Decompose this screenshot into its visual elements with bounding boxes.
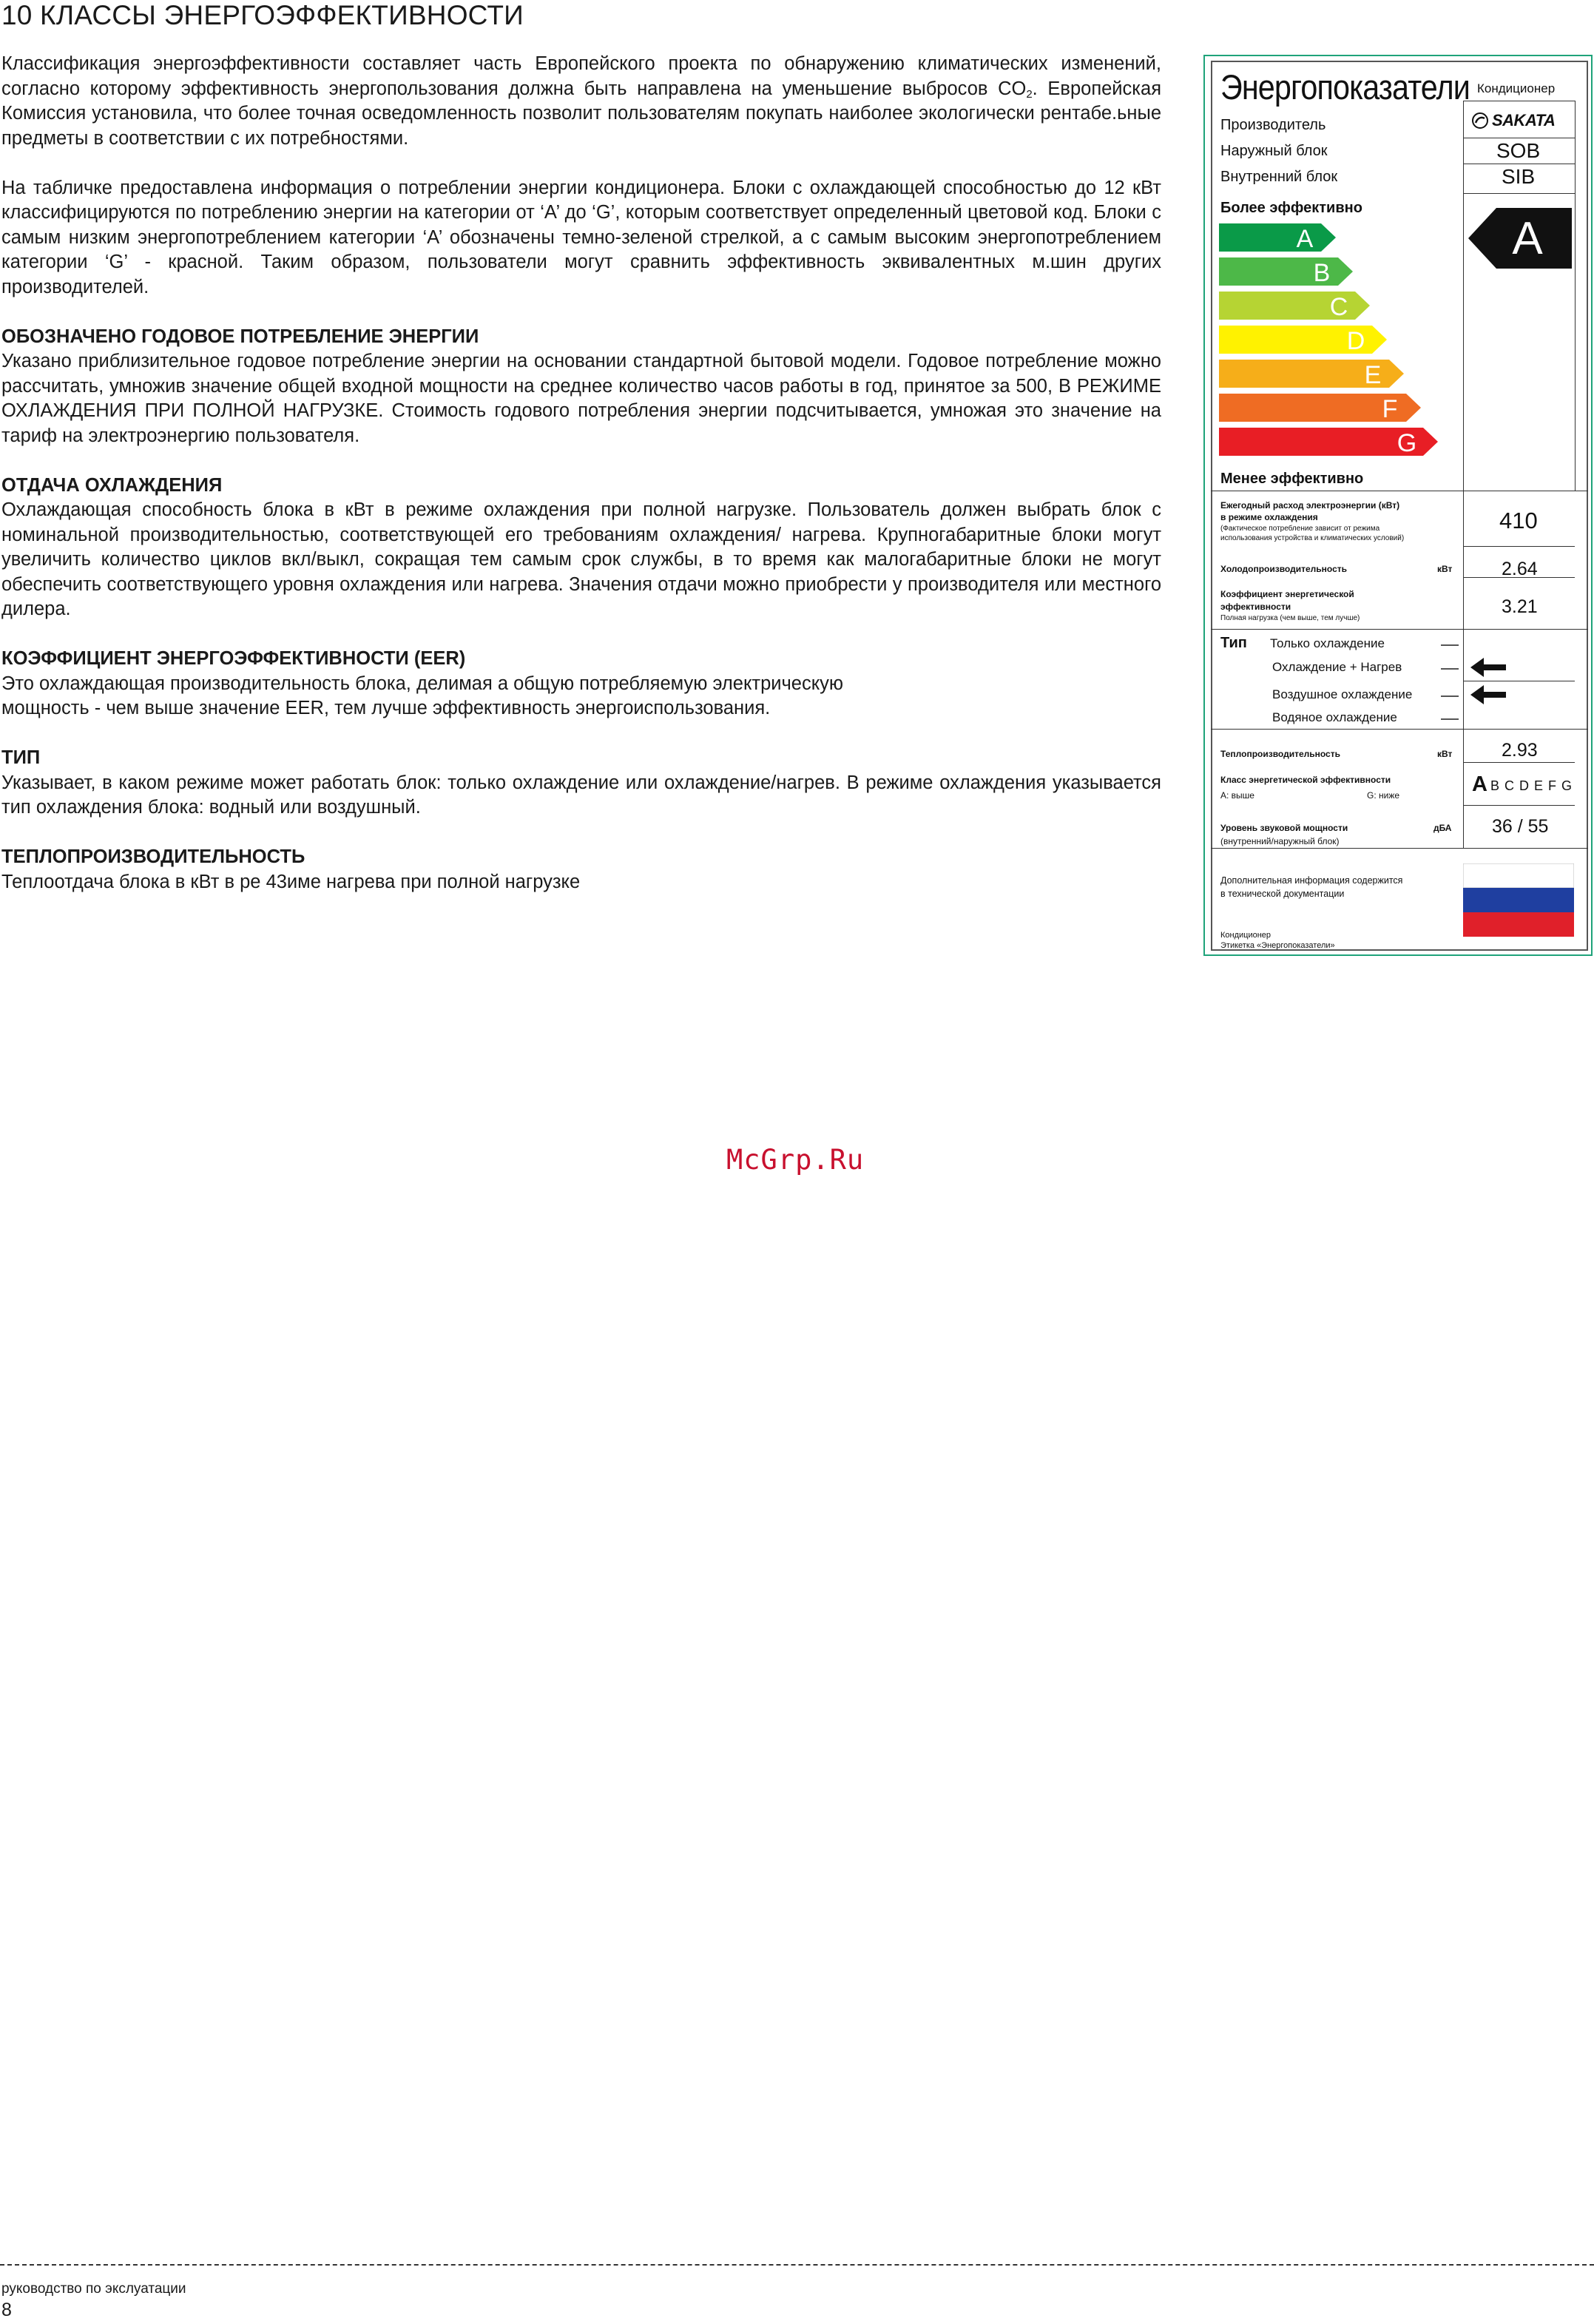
sakata-logo-text: SAKATA [1492,111,1556,129]
section-body-type: Указывает, в каком режиме может работать блок: только охлаждение или охлаждение/нагрев. В режиме охлаждения указывается тип охлаждения блока: водный или воздушный. [1,772,1161,818]
annual-note-line2: использования устройства и климатических условий) [1220,534,1405,542]
noise-value: 36 / 55 [1492,816,1549,837]
rating-arrow-icon [1468,208,1572,269]
label-footer-line2: Этикетка «Энергопоказатели» [1220,941,1335,950]
class-selected: A [1472,772,1487,796]
noise-unit: дБА [1433,823,1452,833]
efficiency-bar-letter: A [1296,225,1314,253]
sakata-logo-icon [1472,112,1488,129]
noise-note: (внутренний/наружный блок) [1220,836,1340,846]
annual-value: 410 [1499,508,1538,533]
section-heading-type: ТИП [1,747,41,768]
eer-label-line1: Коэффициент энергетической [1220,589,1354,599]
type-option-cooling-heating: Охлаждение + Нагрев [1272,660,1402,674]
efficiency-bar-b [1219,257,1353,287]
section-heading-eer: КОЭФФИЦИЕНТ ЭНЕРГОЭФФЕКТИВНОСТИ (EER) [1,648,466,669]
noise-label: Уровень звуковой мощности [1220,823,1348,833]
info-line1: Дополнительная информация содержится [1220,875,1403,886]
label-manufacturer-logo [1472,111,1568,130]
efficiency-bar-g [1219,428,1438,457]
type-air-arrow-icon [1470,685,1506,704]
main-text-column [1,52,1161,895]
label-footer-line1: Кондиционер [1220,931,1272,940]
efficiency-bar-f [1219,394,1421,423]
class-label: Класс энергетической эффективности [1220,775,1391,785]
footer-divider [0,2264,1594,2266]
heating-unit: кВт [1437,749,1453,759]
efficiency-bar-letter: D [1346,327,1365,355]
label-title: Энергопоказатели [1220,67,1470,107]
russia-flag-icon [1463,863,1574,937]
section-body-eer-line1: Это охлаждающая производительность блока, делимая а общую потребляемую электрическую [1,673,844,694]
page-number: 8 [1,2300,12,2320]
type-selected-arrow-icon [1470,658,1506,677]
label-manufacturer-caption: Производитель [1220,117,1326,133]
section-body-annual: Указано приблизительное годовое потребление энергии на основании стандартной бытовой модели. Годовое потребление можно рассчитать, умножив значение общей входной мощности на среднее количество часов работы в год, принятое за 500, В РЕЖИМЕ ОХЛАЖДЕНИЯ ПРИ ПОЛНОЙ НАГРУЗКЕ. Стоимость годового потребления энергии подсчитывается, умножая это значение на тариф на электроэнергию пользователя. [1,351,1161,446]
type-option-cooling-only: Только охлаждение [1270,636,1385,650]
label-indoor-caption: Внутренний блок [1220,169,1338,185]
intro-text-part: Классификация энергоэффективности составляет часть Европейского проекта по обнаружению климатических изменений, согласно которому эффективность энергопользования должна быть направлена на уменьшение выбросов CO [1,53,1161,99]
eer-value: 3.21 [1502,596,1538,617]
efficiency-bar-letter: F [1382,395,1398,423]
label-outdoor-value: SOB [1496,139,1541,162]
label-outdoor-caption: Наружный блок [1220,143,1328,159]
efficiency-bar-e [1219,360,1404,389]
section-body-heating: Теплоотдача блока в кВт в ре 43име нагрева при полной нагрузке [1,871,581,892]
type-option-water-cooling: Водяное охлаждение [1272,710,1397,724]
class-a-note: A: выше [1220,790,1254,801]
class-g-note: G: ниже [1367,790,1400,801]
annual-note-line1: (Фактическое потребление зависит от режима [1220,525,1380,533]
type-label: Тип [1220,635,1247,651]
efficiency-bar-d [1219,326,1387,355]
annual-label-line1: Ежегодный расход электроэнергии (кВт) [1220,500,1400,511]
intro-text-part: . Европейская Комиссия установила, что более точная осведомленность позволит пользователям покупать наиболее экологически рентабе.ьные предметы в соответствии с их потребностями. [1,78,1162,149]
efficiency-bar-letter: C [1329,293,1348,321]
section-body-cooling: Охлаждающая способность блока в кВт в режиме охлаждения при полной нагрузке. Пользователь должен выбрать блок с номинальной производительностью, соответствующей его требованиям охлаждения/ нагрева. Крупногабаритные блоки могут увеличить количество циклов вкл/выкл, сокращая тем самым срок службы, в то время как малогабаритные блоки не могут обеспечить соответствующего уровня охлаждения или нагрева. Значения отдачи можно приобрести у производителя или местного дилера. [1,499,1161,619]
label-less-efficient: Менее эффективно [1220,471,1364,487]
annual-label-line2: в режиме охлаждения [1220,512,1318,522]
section-body-eer-line2: мощность - чем выше значение EER, тем лучше эффективность энергоиспользования. [1,698,771,718]
efficiency-bar-a [1219,223,1336,253]
co2-subscript: 2 [1026,87,1033,101]
section-heading-heating: ТЕПЛОПРОИЗВОДИТЕЛЬНОСТЬ [1,846,305,867]
watermark: McGrp.Ru [726,1144,865,1176]
cooling-label: Холодопроизводительность [1220,564,1347,574]
section-heading-cooling: ОТДАЧА ОХЛАЖДЕНИЯ [1,474,223,496]
efficiency-bar-c [1219,292,1370,321]
section-heading-annual: ОБОЗНАЧЕНО ГОДОВОЕ ПОТРЕБЛЕНИЕ ЭНЕРГИИ [1,326,479,347]
intro-paragraph-2: На табличке предоставлена информация о потреблении энергии кондиционера. Блоки с охлаждающей способностью до 12 кВт классифицируются по потреблению энергии на категории от ‘А’ до ‘G’, которым соответствует определенный цветовой код. Блоки с самым низким энергопотреблением категории ‘А’ обозначены темно-зеленой стрелкой, а с самым высоким энергопотреблением категории ‘G’ - красной. Таким образом, пользователи могут сравнить эффективность эквивалентных м.шин других производителей. [1,177,1161,297]
intro-paragraph-1 [1,52,1161,151]
info-line2: в технической документации [1220,889,1345,899]
cooling-unit: кВт [1437,564,1453,574]
efficiency-bars [1219,223,1448,468]
cooling-value: 2.64 [1502,559,1538,579]
heating-label: Теплопроизводительность [1220,749,1340,759]
page-title: 10 КЛАССЫ ЭНЕРГОЭФФЕКТИВНОСТИ [1,0,524,30]
rating-letter: A [1512,213,1543,264]
efficiency-bar-letter: B [1313,259,1331,287]
eer-label-line2: эффективности [1220,602,1291,612]
efficiency-bar-letter: E [1364,361,1382,389]
type-option-air-cooling: Воздушное охлаждение [1272,687,1413,701]
footer-text: руководство по экслуатации [1,2281,186,2297]
class-scale: B C D E F G [1490,778,1573,793]
heating-value: 2.93 [1502,740,1538,761]
label-more-efficient: Более эффективно [1220,200,1362,216]
eer-note: Полная нагрузка (чем выше, тем лучше) [1220,614,1360,622]
label-product-type: Кондиционер [1477,81,1556,95]
label-indoor-value: SIB [1502,165,1536,188]
efficiency-bar-letter: G [1397,429,1417,457]
